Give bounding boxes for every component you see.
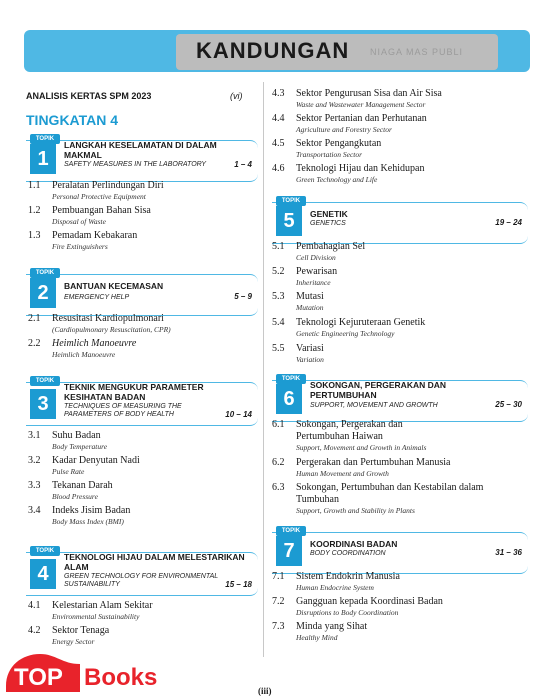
topic-number: 4 bbox=[30, 559, 56, 589]
topic-number: 6 bbox=[276, 384, 302, 414]
entry-title: Pemadam Kebakaran bbox=[52, 230, 138, 241]
entry-number: 1.3 bbox=[28, 230, 41, 241]
entry-english: Heimlich Manoeuvre bbox=[52, 350, 116, 359]
entry-number: 4.2 bbox=[28, 625, 41, 636]
entry-title: Sokongan, Pertumbuhan dan Kestabilan dalam bbox=[296, 482, 484, 493]
entry-number: 5.2 bbox=[272, 266, 285, 277]
entry-english: Energy Sector bbox=[52, 637, 95, 646]
topic-block-3[interactable] bbox=[26, 380, 258, 428]
entry-number: 4.4 bbox=[272, 113, 285, 124]
entry-number: 7.3 bbox=[272, 621, 285, 632]
topic-title: TEKNIK MENGUKUR PARAMETER KESIHATAN BADAN bbox=[64, 382, 204, 402]
topic-pages: 25 – 30 bbox=[495, 400, 522, 409]
topic-title: LANGKAH KESELAMATAN DI DALAM MAKMAL bbox=[64, 140, 217, 160]
header-watermark-text: NIAGA MAS PUBLI bbox=[370, 47, 464, 57]
entry-english: Disruptions to Body Coordination bbox=[296, 608, 399, 617]
entry-number: 3.4 bbox=[28, 505, 41, 516]
entry-title: Sektor Pertanian dan Perhutanan bbox=[296, 113, 427, 124]
topic-title: BANTUAN KECEMASAN bbox=[64, 281, 164, 291]
column-divider bbox=[263, 82, 264, 657]
entry-title-line2: Tumbuhan bbox=[296, 494, 339, 505]
topic-tag: TOPIK bbox=[276, 196, 306, 206]
entry-english: Blood Pressure bbox=[52, 492, 98, 501]
topic-number: 1 bbox=[30, 144, 56, 174]
entry-english: Genetic Engineering Technology bbox=[296, 329, 395, 338]
entry-english: (Cardiopulmonary Resuscitation, CPR) bbox=[52, 325, 171, 334]
entry-english: Variation bbox=[296, 355, 324, 364]
entry-english: Fire Extinguishers bbox=[52, 242, 108, 251]
entry-english: Support, Movement and Growth in Animals bbox=[296, 443, 427, 452]
entry-number: 1.2 bbox=[28, 205, 41, 216]
entry-english: Mutation bbox=[296, 303, 324, 312]
entry-title: Indeks Jisim Badan bbox=[52, 505, 131, 516]
entry-english: Disposal of Waste bbox=[52, 217, 106, 226]
topic-pages: 15 – 18 bbox=[225, 580, 252, 589]
topic-title: TEKNOLOGI HIJAU DALAM MELESTARIKAN ALAM bbox=[64, 552, 245, 572]
topic-block-7[interactable] bbox=[272, 530, 528, 576]
entry-title: Teknologi Hijau dan Kehidupan bbox=[296, 163, 425, 174]
entry-title: Sektor Pengangkutan bbox=[296, 138, 382, 149]
entry-english: Pulse Rate bbox=[52, 467, 85, 476]
topic-pages: 1 – 4 bbox=[234, 160, 252, 169]
entry-english: Waste and Wastewater Management Sector bbox=[296, 100, 426, 109]
entry-title: Sistem Endokrin Manusia bbox=[296, 571, 400, 582]
topic-block-6[interactable] bbox=[272, 378, 528, 424]
entry-title: Kelestarian Alam Sekitar bbox=[52, 600, 153, 611]
entry-number: 6.1 bbox=[272, 419, 285, 430]
topic-title: SOKONGAN, PERGERAKAN DAN PERTUMBUHAN bbox=[310, 380, 447, 400]
entry-number: 7.1 bbox=[272, 571, 285, 582]
topic-title: KOORDINASI BADAN bbox=[310, 539, 398, 549]
entry-number: 3.1 bbox=[28, 430, 41, 441]
entry-english: Inheritance bbox=[296, 278, 331, 287]
entry-title: Minda yang Sihat bbox=[296, 621, 368, 632]
entry-english: Agriculture and Forestry Sector bbox=[296, 125, 392, 134]
entry-title: Peralatan Perlindungan Diri bbox=[52, 180, 164, 191]
topic-tag: TOPIK bbox=[276, 374, 306, 384]
entry-number: 4.3 bbox=[272, 88, 285, 99]
entry-english: Green Technology and Life bbox=[296, 175, 378, 184]
topic-subtitle: GENETICS bbox=[310, 220, 346, 227]
topic-number: 2 bbox=[30, 278, 56, 308]
page-number: (iii) bbox=[258, 686, 272, 696]
entry-number: 2.2 bbox=[28, 338, 41, 349]
topic-pages: 19 – 24 bbox=[495, 218, 522, 227]
entry-title: Resusitasi Kardiopulmonari bbox=[52, 313, 164, 324]
entry-number: 2.1 bbox=[28, 313, 41, 324]
entry-title: Suhu Badan bbox=[52, 430, 101, 441]
topic-subtitle: EMERGENCY HELP bbox=[64, 294, 130, 301]
entry-english: Body Temperature bbox=[52, 442, 108, 451]
entry-title: Teknologi Kejuruteraan Genetik bbox=[296, 317, 426, 328]
entry-title: Pembahagian Sel bbox=[296, 241, 366, 252]
entry-title: Kadar Denyutan Nadi bbox=[52, 455, 140, 466]
entry-title: Sektor Tenaga bbox=[52, 625, 110, 636]
topic-subtitle: SAFETY MEASURES IN THE LABORATORY bbox=[64, 161, 207, 168]
topic-title: GENETIK bbox=[310, 209, 348, 219]
entry-number: 5.1 bbox=[272, 241, 285, 252]
entry-title: Pembuangan Bahan Sisa bbox=[52, 205, 151, 216]
entry-number: 5.5 bbox=[272, 343, 285, 354]
topic-block-4[interactable] bbox=[26, 550, 258, 598]
entry-english: Healthy Mind bbox=[296, 633, 338, 642]
topic-block-2[interactable] bbox=[26, 272, 258, 318]
topic-pages: 10 – 14 bbox=[225, 410, 252, 419]
entry-number: 4.5 bbox=[272, 138, 285, 149]
entry-title: Sokongan, Pergerakan dan bbox=[296, 419, 403, 430]
entry-number: 6.2 bbox=[272, 457, 285, 468]
topic-tag: TOPIK bbox=[30, 268, 60, 278]
entry-title: Sektor Pengurusan Sisa dan Air Sisa bbox=[296, 88, 442, 99]
entry-english: Transportation Sector bbox=[296, 150, 363, 159]
analisis-page: (vi) bbox=[230, 91, 243, 101]
entry-title: Tekanan Darah bbox=[52, 480, 113, 491]
entry-number: 5.4 bbox=[272, 317, 285, 328]
topic-subtitle: BODY COORDINATION bbox=[310, 550, 386, 557]
entry-title: Mutasi bbox=[296, 291, 324, 302]
entry-title: Heimlich Manoeuvre bbox=[52, 338, 137, 349]
entry-number: 3.3 bbox=[28, 480, 41, 491]
entry-english: Human Movement and Growth bbox=[296, 469, 389, 478]
entry-english: Body Mass Index (BMI) bbox=[52, 517, 124, 526]
entry-english: Personal Protective Equipment bbox=[52, 192, 146, 201]
page-title: KANDUNGAN bbox=[196, 38, 350, 63]
section-heading-tingkatan: TINGKATAN 4 bbox=[26, 112, 119, 128]
entry-number: 5.3 bbox=[272, 291, 285, 302]
analisis-label[interactable]: ANALISIS KERTAS SPM 2023 bbox=[26, 91, 152, 101]
entry-number: 1.1 bbox=[28, 180, 41, 191]
topic-pages: 5 – 9 bbox=[234, 292, 252, 301]
topic-number: 5 bbox=[276, 206, 302, 236]
entry-title: Pewarisan bbox=[296, 266, 338, 277]
topic-block-5[interactable] bbox=[272, 200, 528, 246]
topic-subtitle: GREEN TECHNOLOGY FOR ENVIRONMENTAL SUSTAINABILITY bbox=[64, 573, 219, 588]
topic-tag: TOPIK bbox=[30, 134, 60, 144]
entry-number: 4.6 bbox=[272, 163, 285, 174]
entry-title: Gangguan kepada Koordinasi Badan bbox=[296, 596, 443, 607]
topic-pages: 31 – 36 bbox=[495, 548, 522, 557]
topic-number: 7 bbox=[276, 536, 302, 566]
entry-number: 6.3 bbox=[272, 482, 285, 493]
logo-word-books: Books bbox=[84, 664, 158, 691]
topic-tag: TOPIK bbox=[30, 546, 60, 556]
entry-english: Cell Division bbox=[296, 253, 336, 262]
entry-number: 4.1 bbox=[28, 600, 41, 611]
entry-title: Pergerakan dan Pertumbuhan Manusia bbox=[296, 457, 451, 468]
entry-number: 3.2 bbox=[28, 455, 41, 466]
logo-word-top: TOP bbox=[14, 664, 63, 691]
entry-english: Support, Growth and Stability in Plants bbox=[296, 506, 415, 515]
entry-title: Variasi bbox=[296, 343, 324, 354]
entry-english: Environmental Sustainability bbox=[52, 612, 140, 621]
topic-block-1[interactable] bbox=[26, 138, 258, 184]
entry-number: 7.2 bbox=[272, 596, 285, 607]
topic-subtitle: SUPPORT, MOVEMENT AND GROWTH bbox=[310, 402, 438, 409]
topic-tag: TOPIK bbox=[30, 376, 60, 386]
topic-subtitle: TECHNIQUES OF MEASURING THE PARAMETERS OF BODY HEALTH bbox=[64, 403, 182, 418]
topic-number: 3 bbox=[30, 389, 56, 419]
entry-title-line2: Pertumbuhan Haiwan bbox=[296, 431, 383, 442]
topbooks-logo bbox=[0, 640, 180, 700]
entry-english: Human Endocrine System bbox=[296, 583, 374, 592]
topic-tag: TOPIK bbox=[276, 526, 306, 536]
